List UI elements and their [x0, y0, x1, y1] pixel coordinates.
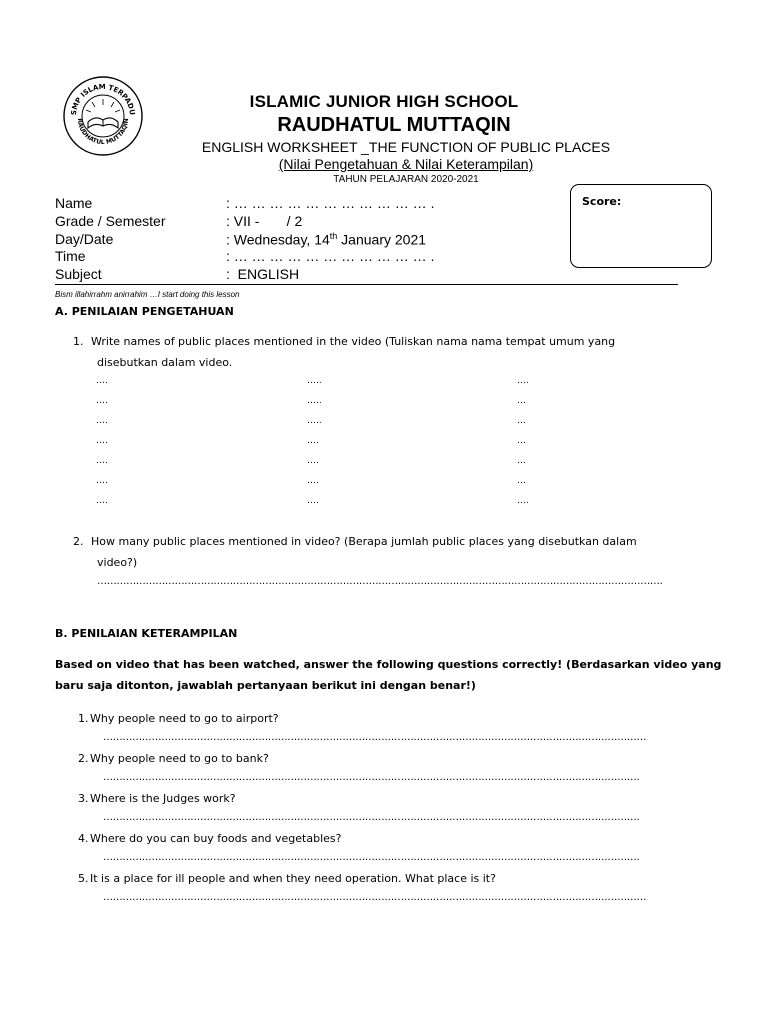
academic-year: TAHUN PELAJARAN 2020-2021 [333, 174, 479, 185]
blank-item[interactable]: …. [307, 436, 319, 446]
q2-text-line1: How many public places mentioned in video? (Berapa jumlah public places yang disebutkan dalam [91, 535, 637, 548]
blank-item[interactable]: …. [96, 416, 108, 426]
info-value-date [226, 231, 426, 248]
bismillah-note: Bism illahirrahm anirrahim …I start doing this lesson [55, 290, 240, 299]
b-q3-answer-line[interactable]: …………………………………………………………………………………………………………………………………………………. [103, 812, 640, 823]
blanks-column-3 [517, 376, 529, 516]
q2-number: 2. [73, 535, 84, 548]
section-a-title: A. PENILAIAN PENGETAHUAN [55, 305, 234, 318]
b-q4-text: Where do you can buy foods and vegetables? [90, 832, 342, 845]
info-value-name[interactable]: : … … … … … … … … … … … . [226, 195, 435, 211]
score-label: Score: [582, 195, 622, 208]
b-q4-number: 4. [78, 832, 89, 845]
blank-item[interactable]: …. [96, 436, 108, 446]
blank-item[interactable]: … [517, 416, 526, 426]
blank-item[interactable]: …. [517, 376, 529, 386]
blank-item[interactable]: …. [96, 376, 108, 386]
b-q2-number: 2. [78, 752, 89, 765]
blank-item[interactable]: …. [307, 476, 319, 486]
worksheet-title: ENGLISH WORKSHEET _THE FUNCTION OF PUBLIC PLACES [201, 139, 611, 155]
section-b-instruction-line2: baru saja ditonton, jawablah pertanyaan berikut ini dengan benar!) [55, 679, 476, 692]
worksheet-subtitle: (Nilai Pengetahuan & Nilai Keterampilan) [278, 156, 534, 172]
blank-item[interactable]: ….. [307, 396, 322, 406]
b-q1-answer-line[interactable]: …………………………………………………………………………………………………………………………………………………… [103, 732, 647, 743]
b-q5-text: It is a place for ill people and when they need operation. What place is it? [90, 872, 496, 885]
info-label-name: Name [55, 195, 93, 211]
q1-text-line1: Write names of public places mentioned in the video (Tuliskan nama nama tempat umum yang [91, 335, 616, 348]
blank-item[interactable]: … [517, 456, 526, 466]
q1-text-line2: disebutkan dalam video. [97, 356, 233, 369]
blank-item[interactable]: … [517, 436, 526, 446]
q2-answer-line[interactable]: …………………………………………………………………………………………………………………………………………………………. [97, 576, 663, 587]
section-b-instruction-line1: Based on video that has been watched, answer the following questions correctly! (Berdasarkan video yang [55, 658, 722, 671]
blanks-column-1 [96, 376, 108, 516]
date-month-year: January 2021 [337, 231, 427, 248]
b-q2-answer-line[interactable]: …………………………………………………………………………………………………………………………………………………. [103, 772, 640, 783]
b-q4-answer-line[interactable]: …………………………………………………………………………………………………………………………………………………. [103, 852, 640, 863]
info-label-grade: Grade / Semester [55, 213, 166, 229]
info-value-grade[interactable]: : VII - / 2 [226, 213, 303, 229]
section-b-title: B. PENILAIAN KETERAMPILAN [55, 627, 238, 640]
blank-item[interactable]: …. [96, 476, 108, 486]
blank-item[interactable]: ….. [307, 416, 322, 426]
blank-item[interactable]: … [517, 476, 526, 486]
q1-number: 1. [73, 335, 84, 348]
blank-item[interactable]: …. [96, 496, 108, 506]
b-q5-number: 5. [78, 872, 89, 885]
b-q5-answer-line[interactable]: …………………………………………………………………………………………………………………………………………………… [103, 892, 647, 903]
info-label-date: Day/Date [55, 231, 114, 247]
logo-text-top: SMP ISLAM TERPADU [69, 82, 137, 116]
info-value-subject: : ENGLISH [226, 266, 300, 282]
blank-item[interactable]: …. [307, 496, 319, 506]
info-label-time: Time [55, 248, 86, 264]
blank-item[interactable]: …. [307, 456, 319, 466]
b-q1-text: Why people need to go to airport? [90, 712, 279, 725]
blank-item[interactable]: ….. [307, 376, 322, 386]
school-name-line1: ISLAMIC JUNIOR HIGH SCHOOL [249, 92, 519, 111]
info-value-time[interactable]: : … … … … … … … … … … … . [226, 248, 435, 264]
blank-item[interactable]: …. [517, 496, 529, 506]
date-suffix: th [329, 231, 338, 241]
blank-item[interactable]: …. [96, 456, 108, 466]
q2-text-line2: video?) [97, 556, 138, 569]
header-divider [55, 284, 678, 285]
school-name-line2: RAUDHATUL MUTTAQIN [277, 114, 511, 136]
logo-text-bottom: RAUDHATUL MUTTAQIN [75, 118, 131, 147]
blank-item[interactable]: … [517, 396, 526, 406]
date-day: : Wednesday, 14 [226, 231, 330, 248]
info-label-subject: Subject [55, 266, 102, 282]
b-q3-number: 3. [78, 792, 89, 805]
b-q2-text: Why people need to go to bank? [90, 752, 269, 765]
blank-item[interactable]: …. [96, 396, 108, 406]
b-q3-text: Where is the Judges work? [90, 792, 236, 805]
blanks-column-2 [307, 376, 322, 516]
b-q1-number: 1. [78, 712, 89, 725]
